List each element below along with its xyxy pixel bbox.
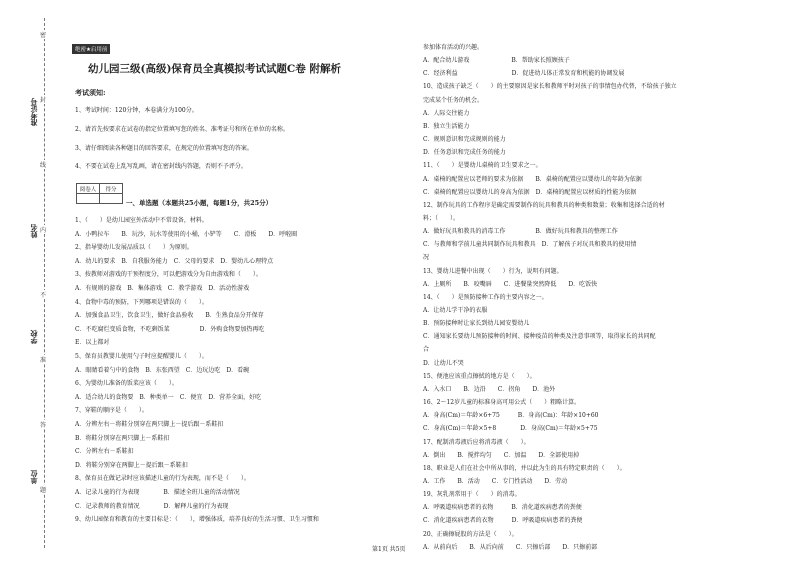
question-line: 17、配制消毒液后应将消毒液（ ）。 [423, 438, 530, 446]
page-footer: 第1页 共5页 [372, 546, 406, 553]
question-line: A．让幼儿学干净的衣服 [423, 307, 488, 314]
score-table-score: 得分 [100, 184, 123, 194]
question-line: 5、保育员教婴儿使用勺子时应提醒婴儿（ ）。 [75, 353, 208, 360]
score-cell[interactable] [100, 194, 123, 204]
question-line: A．入水口 B．边沿 C．拐角 D．池外 [423, 385, 556, 393]
question-line: 4、食物中毒的预防，下列哪项是错误的（ ）。 [75, 298, 208, 306]
question-line: C．记录教师的教育情况 D．解释儿童的行为表现 [75, 502, 229, 510]
question-line: 6、为婴幼儿准备的饭菜应该（ ）。 [75, 380, 178, 388]
question-line: A．分辨左右－将鞋分别穿在两只脚上－提后跟－系鞋扣 [75, 421, 224, 428]
question-line: 1、（ ）是幼儿园室外活动中不常设备，材料。 [75, 217, 208, 224]
seal-char: 密 [40, 32, 47, 39]
score-cell[interactable] [77, 194, 100, 204]
margin-label-exam-number: 准考证号 [29, 98, 38, 126]
question-line: 16、2～12岁儿童的标准身高可用公式（ ）粗略计算。 [423, 399, 581, 407]
binding-margin [0, 0, 60, 565]
seal-char: 不 [40, 292, 47, 299]
seal-char: 答 [40, 422, 47, 429]
question-line: A．配合幼儿游戏 B．帮助家长照顾孩子 [423, 57, 570, 65]
question-line: 完成某个任务的机会。 [423, 96, 484, 104]
question-line: 13、婴幼儿进餐中出现（ ）行为，说明有问题。 [423, 267, 563, 275]
question-line: 7、穿鞋的顺序是（ ）。 [75, 407, 148, 415]
question-line: A．做好玩具和教具的消毒工作 B．做好玩具和教具的整理工作 [423, 228, 618, 236]
question-line: C．经济利益 D．促进幼儿体正常发育和机能的协调发展 [423, 70, 625, 78]
question-line: B．预防接种时让家长到幼儿园安婴幼儿 [423, 320, 530, 328]
score-table-grader: 阅卷人 [77, 184, 100, 194]
question-line: 19、灰乳剂常用于（ ）的消毒。 [423, 491, 521, 499]
question-line: 8、保育员在做记录时应该描述儿童的行为表现，而不是（ ）。 [75, 475, 250, 483]
question-line: 12、制作玩具的工作程序是确定需要制作的玩具和教具的种类和数量；收集和选择合适的材 [423, 201, 665, 209]
notice-heading: 考试须知: [75, 88, 106, 97]
question-line: A．上厕所 B．咬嘴唇 C．进餐量突然降低 D．吃饭快 [423, 280, 598, 288]
question-line: A．身高(Cm)＝年龄×6+75 B．身高(Cm)：年龄×10+60 [423, 412, 599, 420]
question-line: D．将鞋分别穿在两脚上－提后跟－系鞋扣 [75, 461, 188, 469]
notice-item: 3、请仔细阅读各种题目的回答要求，在规定的位置填写您的答案。 [75, 145, 253, 152]
question-line: D．任务意识和完成任务的能力 [423, 149, 506, 157]
page-title: 幼儿园三级(高级)保育员全真模拟考试试题C卷 附解析 [88, 63, 341, 75]
section-heading: 一、单选题（本题共25小题，每题1分，共25分） [126, 199, 273, 207]
question-line: 14、（ ）是预防接种工作的主要内容之一。 [423, 293, 548, 301]
question-line: 9、幼儿园保育和教育的主要目标是：（ ），增强体质，培养良好的生活习惯、卫生习惯和 [75, 516, 319, 524]
question-line: A．桌椅的配置应以老师的要求为依据 B．桌椅的配置应以婴幼儿的年龄为依据 [423, 175, 642, 183]
question-line: C．通知家长要幼儿预防接种的时间、接种疫苗的种类及注意事项等，取得家长的共同配 [423, 333, 656, 341]
seal-char: 准 [40, 357, 47, 364]
question-line: A．有规则的游戏 B．集体游戏 C．教学游戏 D．活动性游戏 [75, 285, 250, 292]
question-line: 15、便池应该重点擦拭的地方是（ ）。 [423, 372, 536, 380]
margin-label-school: 学校 [29, 330, 38, 344]
question-line: A．适合幼儿的食物要 B．种类单一 C．便宜 D．营养全面，好吃 [75, 393, 262, 401]
question-line: 料；（ ）。 [423, 214, 460, 222]
question-line: 况 [423, 254, 430, 262]
notice-item: 2、请首先按要求在试卷的指定位置填写您的姓名、准考证号和所在单位的名称。 [75, 126, 289, 133]
question-line: E．以上都对 [75, 339, 110, 347]
question-line: B．独立生活能力 [423, 122, 470, 130]
question-line: A．小鸭拉车 B．玩沙，玩水等使用的小桶，小铲等 C．滑板 D．呼啦圈 [75, 230, 298, 238]
seal-char: 题 [40, 487, 47, 494]
question-line: 10、造成孩子缺乏（ ）的主要原因是家长和教师平时对孩子的事情包办代替，不给孩子独立 [423, 83, 677, 91]
score-table [76, 183, 123, 204]
question-line: 11、（ ）是婴幼儿桌椅的卫生要求之一。 [423, 162, 542, 170]
seal-char: 线 [40, 162, 47, 169]
question-line: A．倒出 B．搅拌均匀 C．加温 D．全部使用掉 [423, 451, 580, 459]
notice-item: 4、不要在试卷上乱写乱画，请在密封线内答题，否则不予评分。 [75, 163, 247, 170]
question-line: A．眼睛看着勺中的食物 B．东张西望 C．边玩边吃 D．看碗 [75, 366, 250, 374]
question-line: C．与教师和学前儿童共同制作玩具和教具 D．了解孩子对玩具和教具的使用情 [423, 241, 637, 249]
question-line: C．身高(Cm)＝年龄×5+8 D．身高(Cm)＝年龄×5+75 [423, 425, 598, 433]
confidential-badge: 绝密★启用前 [72, 44, 110, 54]
question-line: C．分辨左右－系鞋扣 [75, 448, 134, 456]
question-line: C．桌椅的配置应以婴幼儿的身高为依据 D．桌椅的配置应以材质的性能为依据 [423, 188, 637, 196]
question-line: 2、指导婴幼儿发展品质以（ ）为原则。 [75, 244, 193, 252]
question-line: 参加体育活动的兴趣。 [423, 44, 484, 51]
question-line: C．不吃腐烂变质食物，不吃剩饭菜 D．外购食物要加热再吃 [75, 325, 265, 333]
question-line: A．从前向后 B．从后向前 C．只擦后部 D．只擦前部 [423, 543, 598, 551]
question-line: C．消化道疾病患者的衣物 D．呼吸道疾病患者的粪便 [423, 517, 583, 525]
question-line: 20、正确擦屁股的方法是（ ）。 [423, 530, 518, 538]
question-line: 合 [423, 346, 430, 354]
margin-label-name: 姓名 [29, 224, 38, 238]
question-line: A．人际交往能力 [423, 109, 470, 117]
question-line: A．呼吸道疾病患者的衣物 B．消化道疾病患者的粪便 [423, 504, 582, 512]
question-line: B．将鞋分别穿在两只脚上－系鞋扣 [75, 434, 170, 442]
margin-label-unit: 单位 [29, 470, 38, 484]
notice-item: 1、考试时间：120分钟，本卷满分为100分。 [75, 107, 198, 114]
question-line: A．工作 B．活动 C．专门性活动 D．劳动 [423, 477, 568, 485]
question-line: 3、按教师对游戏的干预程度分，可以把游戏分为自由游戏和（ ）。 [75, 271, 262, 279]
question-line: A．加强食品卫生，饮食卫生，做好食品验收 B．生熟食品分开保存 [75, 312, 264, 320]
question-line: 18、职业是人们在社会中所从事的，并以此为生的具有特定职责的（ ）。 [423, 464, 626, 472]
question-line: A．幼儿的要求 B．自我服务能力 C．父母的要求 D．婴幼儿心理特点 [75, 257, 274, 265]
question-line: A．记录儿童的行为表现 B．描述全班儿童的活动情况 [75, 489, 240, 496]
question-line: C．规则意识和完成规则的能力 [423, 136, 506, 144]
question-line: D．让幼儿不哭 [423, 359, 464, 367]
seal-char: 封 [40, 97, 47, 104]
seal-char: 内 [40, 227, 47, 234]
